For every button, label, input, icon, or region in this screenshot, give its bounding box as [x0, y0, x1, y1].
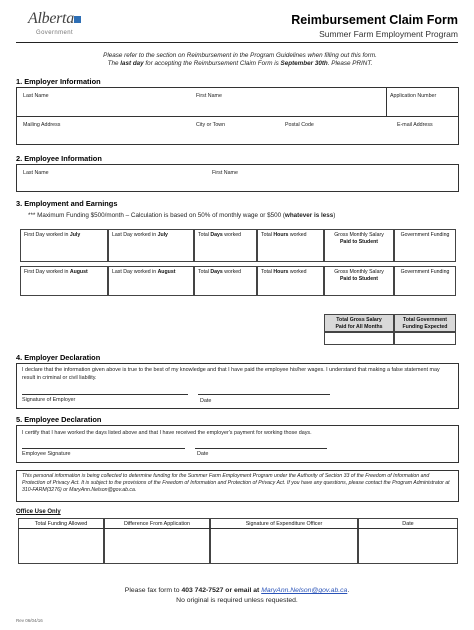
alberta-logo: Alberta	[28, 10, 74, 27]
header-divider	[16, 42, 458, 43]
total-funding-allowed-cell[interactable]: Total Funding Allowed	[18, 518, 104, 564]
intro-line-1: Please refer to the section on Reimbursement in the Program Guidelines when filling out this form.	[103, 52, 377, 59]
mailing-address-field[interactable]: Mailing Address	[23, 122, 61, 128]
form-title: Reimbursement Claim Form	[291, 13, 458, 27]
employee-signature-line[interactable]	[22, 448, 185, 449]
total-gross-salary-input[interactable]	[324, 332, 394, 345]
july-total-days-cell[interactable]: Total Days worked	[194, 229, 257, 262]
postal-code-field[interactable]: Postal Code	[285, 122, 314, 128]
employer-info-heading: 1. Employer Information	[16, 77, 101, 86]
employee-declaration-heading: 5. Employee Declaration	[16, 415, 102, 424]
logo-mark-icon	[74, 16, 81, 23]
revision-label: Rev 06/04/16	[16, 618, 43, 623]
application-number-field[interactable]: Application Number	[390, 93, 437, 99]
employer-divider	[386, 87, 387, 116]
difference-from-application-cell[interactable]: Difference From Application	[104, 518, 210, 564]
employer-row-divider	[16, 116, 459, 117]
august-total-hours-cell[interactable]: Total Hours worked	[257, 266, 324, 296]
email-link[interactable]: MaryAnn.Nelson@gov.ab.ca	[261, 587, 348, 594]
employer-signature-label: Signature of Employer	[22, 397, 76, 403]
august-last-day-cell[interactable]: Last Day worked in August	[108, 266, 194, 296]
july-first-day-cell[interactable]: First Day worked in July	[20, 229, 108, 262]
privacy-notice-text: This personal information is being collected to determine funding for the Summer Farm Employment Program under the Authority of Section 33 of the Freedom of Information and Protection of Privacy Act. It is subject to the provisions of the Freedom of Information and Protection of Privacy Act. If you have any questions, please contact the Program Administrator at 310-FARM(3276) or MaryAnn.Nelson@gov.ab.ca.	[22, 473, 450, 494]
august-gross-salary-cell[interactable]: Gross Monthly Salary Paid to Student	[324, 266, 394, 296]
july-last-day-cell[interactable]: Last Day worked in July	[108, 229, 194, 262]
employer-declaration-text: I declare that the information given above is true to the best of my knowledge and that I have paid the employee his/her wages. I understand that making a false statement may result in criminal or civil liability.	[22, 367, 440, 381]
office-date-cell[interactable]: Date	[358, 518, 458, 564]
form-subtitle: Summer Farm Employment Program	[319, 29, 458, 39]
employer-signature-line[interactable]	[22, 394, 188, 395]
employee-info-box	[16, 164, 459, 192]
email-address-field[interactable]: E-mail Address	[397, 122, 433, 128]
fax-instructions: Please fax form to 403 742-7527 or email at MaryAnn.Nelson@gov.ab.ca.	[124, 587, 350, 594]
august-first-day-cell[interactable]: First Day worked in August	[20, 266, 108, 296]
july-gross-salary-cell[interactable]: Gross Monthly Salary Paid to Student	[324, 229, 394, 262]
employer-last-name-field[interactable]: Last Name	[23, 93, 49, 99]
july-total-hours-cell[interactable]: Total Hours worked	[257, 229, 324, 262]
august-total-days-cell[interactable]: Total Days worked	[194, 266, 257, 296]
employee-first-name-field[interactable]: First Name	[212, 170, 238, 176]
employer-first-name-field[interactable]: First Name	[196, 93, 222, 99]
employer-declaration-heading: 4. Employer Declaration	[16, 353, 101, 362]
employee-date-line[interactable]	[195, 448, 327, 449]
employee-info-heading: 2. Employee Information	[16, 154, 102, 163]
july-government-funding-cell[interactable]: Government Funding	[394, 229, 456, 262]
office-table-header-divider	[18, 528, 458, 529]
employee-signature-label: Employee Signature	[22, 451, 71, 457]
city-or-town-field[interactable]: City or Town	[196, 122, 226, 128]
employee-declaration-text: I certify that I have worked the days listed above and that I have received the employer's payment for working those days.	[22, 430, 312, 436]
original-note: No original is required unless requested.	[176, 597, 298, 604]
intro-line-2: The last day for accepting the Reimbursement Claim Form is September 30th. Please PRINT.	[107, 60, 373, 67]
august-government-funding-cell[interactable]: Government Funding	[394, 266, 456, 296]
logo-government-text: Government	[36, 30, 74, 36]
employee-last-name-field[interactable]: Last Name	[23, 170, 49, 176]
total-gross-salary-header: Total Gross Salary Paid for All Months	[324, 314, 394, 332]
employer-date-label: Date	[200, 398, 212, 404]
employee-date-label: Date	[197, 451, 209, 457]
expenditure-officer-signature-cell[interactable]: Signature of Expenditure Officer	[210, 518, 358, 564]
office-use-label: Office Use Only	[16, 509, 61, 515]
funding-note: *** Maximum Funding $500/month – Calculation is based on 50% of monthly wage or $500 (whatever is less)	[28, 212, 336, 219]
total-government-funding-header: Total Government Funding Expected	[394, 314, 456, 332]
total-government-funding-input[interactable]	[394, 332, 456, 345]
employer-date-line[interactable]	[198, 394, 330, 395]
employment-heading: 3. Employment and Earnings	[16, 199, 118, 208]
